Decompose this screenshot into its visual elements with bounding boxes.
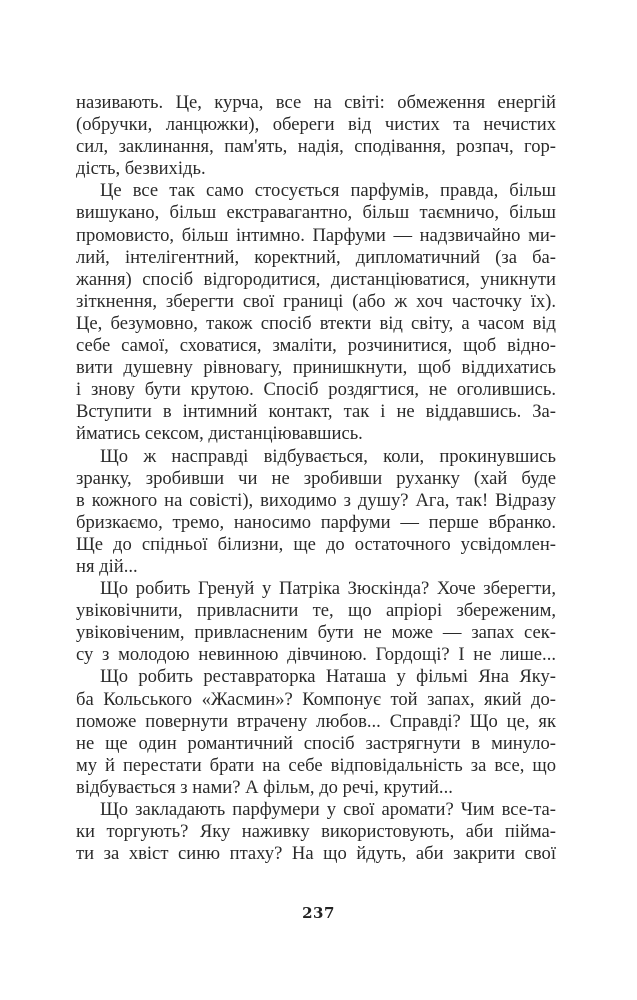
text-line: промовисто, більш інтимно. Парфуми — надзвичайно ми-: [76, 224, 556, 246]
paragraph: [76, 666, 556, 799]
text-line: називають. Це, курча, все на світі: обмеження енергій: [76, 92, 556, 113]
text-line: зранку, зробивши чи не зробивши руханку (хай буде: [76, 467, 556, 489]
paragraph: [76, 578, 556, 666]
page-number: 237: [302, 904, 335, 922]
paragraph: [76, 180, 556, 445]
text-line: (обручки, ланцюжки), обереги від чистих та нечистих: [76, 114, 556, 136]
text-line: Що робить реставраторка Наташа у фільмі Яна Яку-: [100, 666, 556, 688]
text-line: ня дій...: [76, 555, 138, 577]
text-line: Ще до спідньої білизни, ще до остаточного усвідомлен-: [76, 533, 556, 555]
text-line: му й перестати брати на себе відповідальність за все, що: [76, 754, 556, 776]
text-line: увіковіченим, привласненим бути не може — запах сек-: [76, 622, 556, 644]
text-line: не ще один романтичний спосіб застрягнути в минуло-: [76, 732, 556, 754]
text-line: зіткнення, зберегти свої границі (або ж хоч часточку їх).: [76, 290, 556, 312]
text-line: йматись сексом, дистанціювавшись.: [76, 423, 363, 445]
text-line: лий, інтелігентний, коректний, дипломатичний (за ба-: [76, 246, 556, 268]
text-line: Що закладають парфумери у свої аромати? Чим все-та-: [100, 799, 556, 820]
text-line: вишукано, більш екстравагантно, більш таємничо, більш: [76, 202, 556, 224]
paragraph: [76, 446, 556, 579]
text-line: ба Кольського «Жасмин»? Компонує той запах, який до-: [76, 688, 556, 710]
text-line: бризкаємо, тремо, наносимо парфуми — перше вбранко.: [76, 511, 556, 533]
text-line: ки торгують? Яку наживку використовують, аби пійма-: [76, 821, 556, 843]
text-line: поможе повернути втрачену любов... Справді? Що це, як: [76, 710, 556, 732]
text-line: ти за хвіст синю птаху? На що йдуть, аби закрити свої: [76, 843, 556, 865]
text-line: Вступити в інтимний контакт, так і не віддавшись. За-: [76, 401, 556, 423]
text-line: сил, заклинання, пам'ять, надія, сподівання, розпач, гор-: [76, 136, 556, 158]
text-line: в кожного на совісті), виходимо з душу? Ага, так! Відразу: [76, 489, 556, 511]
text-line: відбувається з нами? А фільм, до речі, крутий...: [76, 776, 453, 798]
text-line: Це, безумовно, також спосіб втекти від світу, а часом від: [76, 312, 556, 334]
text-line: Це все так само стосується парфумів, правда, більш: [100, 180, 556, 202]
text-line: вити душевну рівновагу, принишкнути, щоб віддихатись: [76, 357, 556, 379]
text-line: жання) спосіб відгородитися, дистанціюватися, уникнути: [76, 268, 556, 290]
body-text: [76, 92, 556, 865]
paragraph: [76, 799, 556, 865]
text-line: увіковічнити, привласнити те, що апріорі збереженим,: [76, 600, 556, 622]
text-line: Що ж насправді відбувається, коли, прокинувшись: [100, 445, 556, 467]
text-line: дість, безвихідь.: [76, 158, 206, 180]
text-line: і знову бути крутою. Спосіб роздягтися, не оголившись.: [76, 379, 556, 401]
paragraph: [76, 92, 556, 180]
text-line: су з молодою невинною дівчиною. Гордощі? І не лише...: [76, 644, 556, 666]
text-line: себе самої, сховатися, змаліти, розчинитися, щоб відно-: [76, 335, 556, 357]
text-line: Що робить Гренуй у Патріка Зюскінда? Хоче зберегти,: [100, 578, 556, 600]
